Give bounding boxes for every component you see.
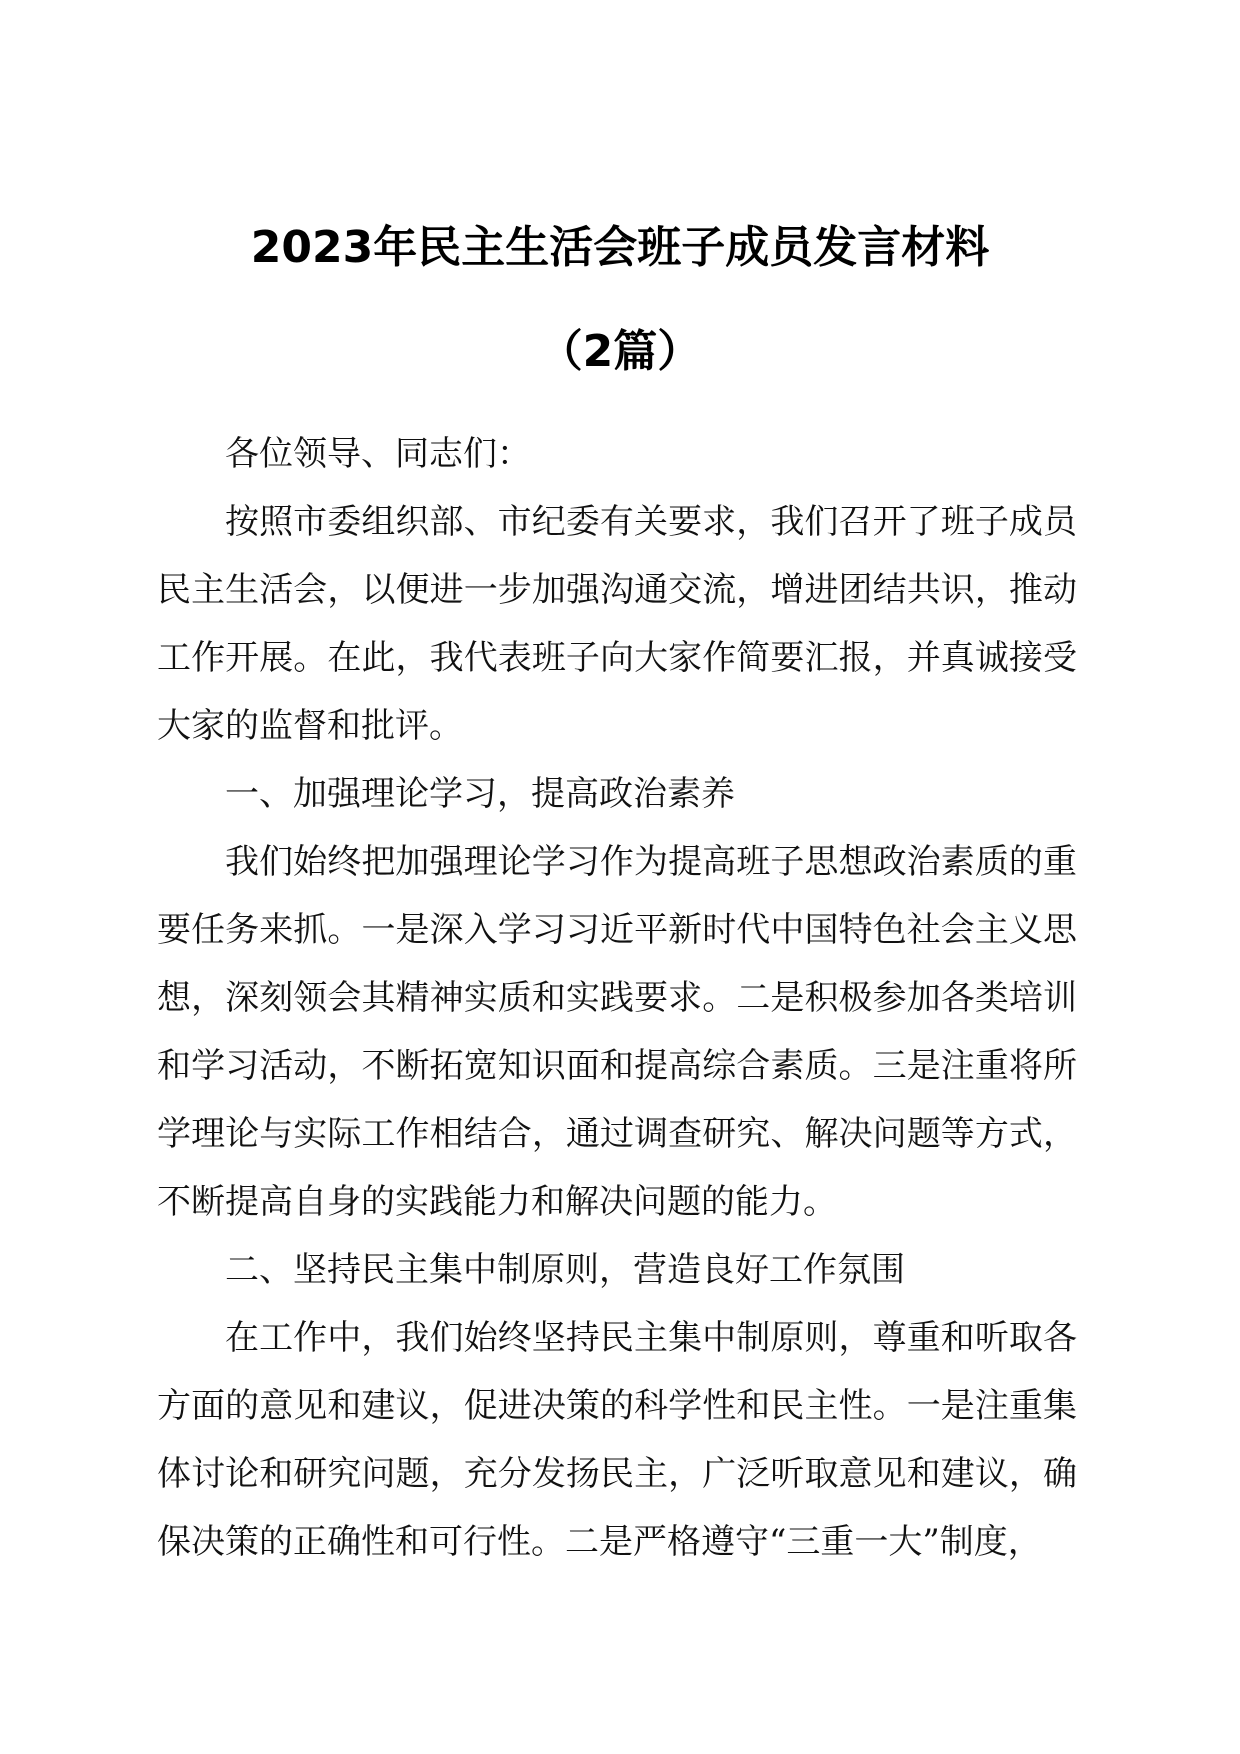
document-body bbox=[157, 420, 1077, 1576]
document-subtitle: （2篇） bbox=[538, 326, 702, 377]
intro-paragraph: 按照市委组织部、市纪委有关要求，我们召开了班子成员民主生活会，以便进一步加强沟通交流，增进团结共识，推动工作开展。在此，我代表班子向大家作简要汇报，并真诚接受大家的监督和批评。 bbox=[157, 502, 1077, 746]
salutation: 各位领导、同志们： bbox=[225, 434, 531, 474]
section-1-paragraph: 我们始终把加强理论学习作为提高班子思想政治素质的重要任务来抓。一是深入学习习近平新时代中国特色社会主义思想，深刻领会其精神实质和实践要求。二是积极参加各类培训和学习活动，不断拓宽知识面和提高综合素质。三是注重将所学理论与实际工作相结合，通过调查研究、解决问题等方式，不断提高自身的实践能力和解决问题的能力。 bbox=[157, 842, 1077, 1222]
section-heading-2: 二、坚持民主集中制原则，营造良好工作氛围 bbox=[225, 1250, 905, 1290]
document-title: 2023年民主生活会班子成员发言材料 bbox=[250, 222, 990, 273]
section-2-paragraph: 在工作中，我们始终坚持民主集中制原则，尊重和听取各方面的意见和建议，促进决策的科学性和民主性。一是注重集体讨论和研究问题，充分发扬民主，广泛听取意见和建议，确保决策的正确性和可行性。二是严格遵守“三重一大”制度， bbox=[157, 1318, 1077, 1562]
section-heading-1: 一、加强理论学习，提高政治素养 bbox=[225, 774, 735, 814]
